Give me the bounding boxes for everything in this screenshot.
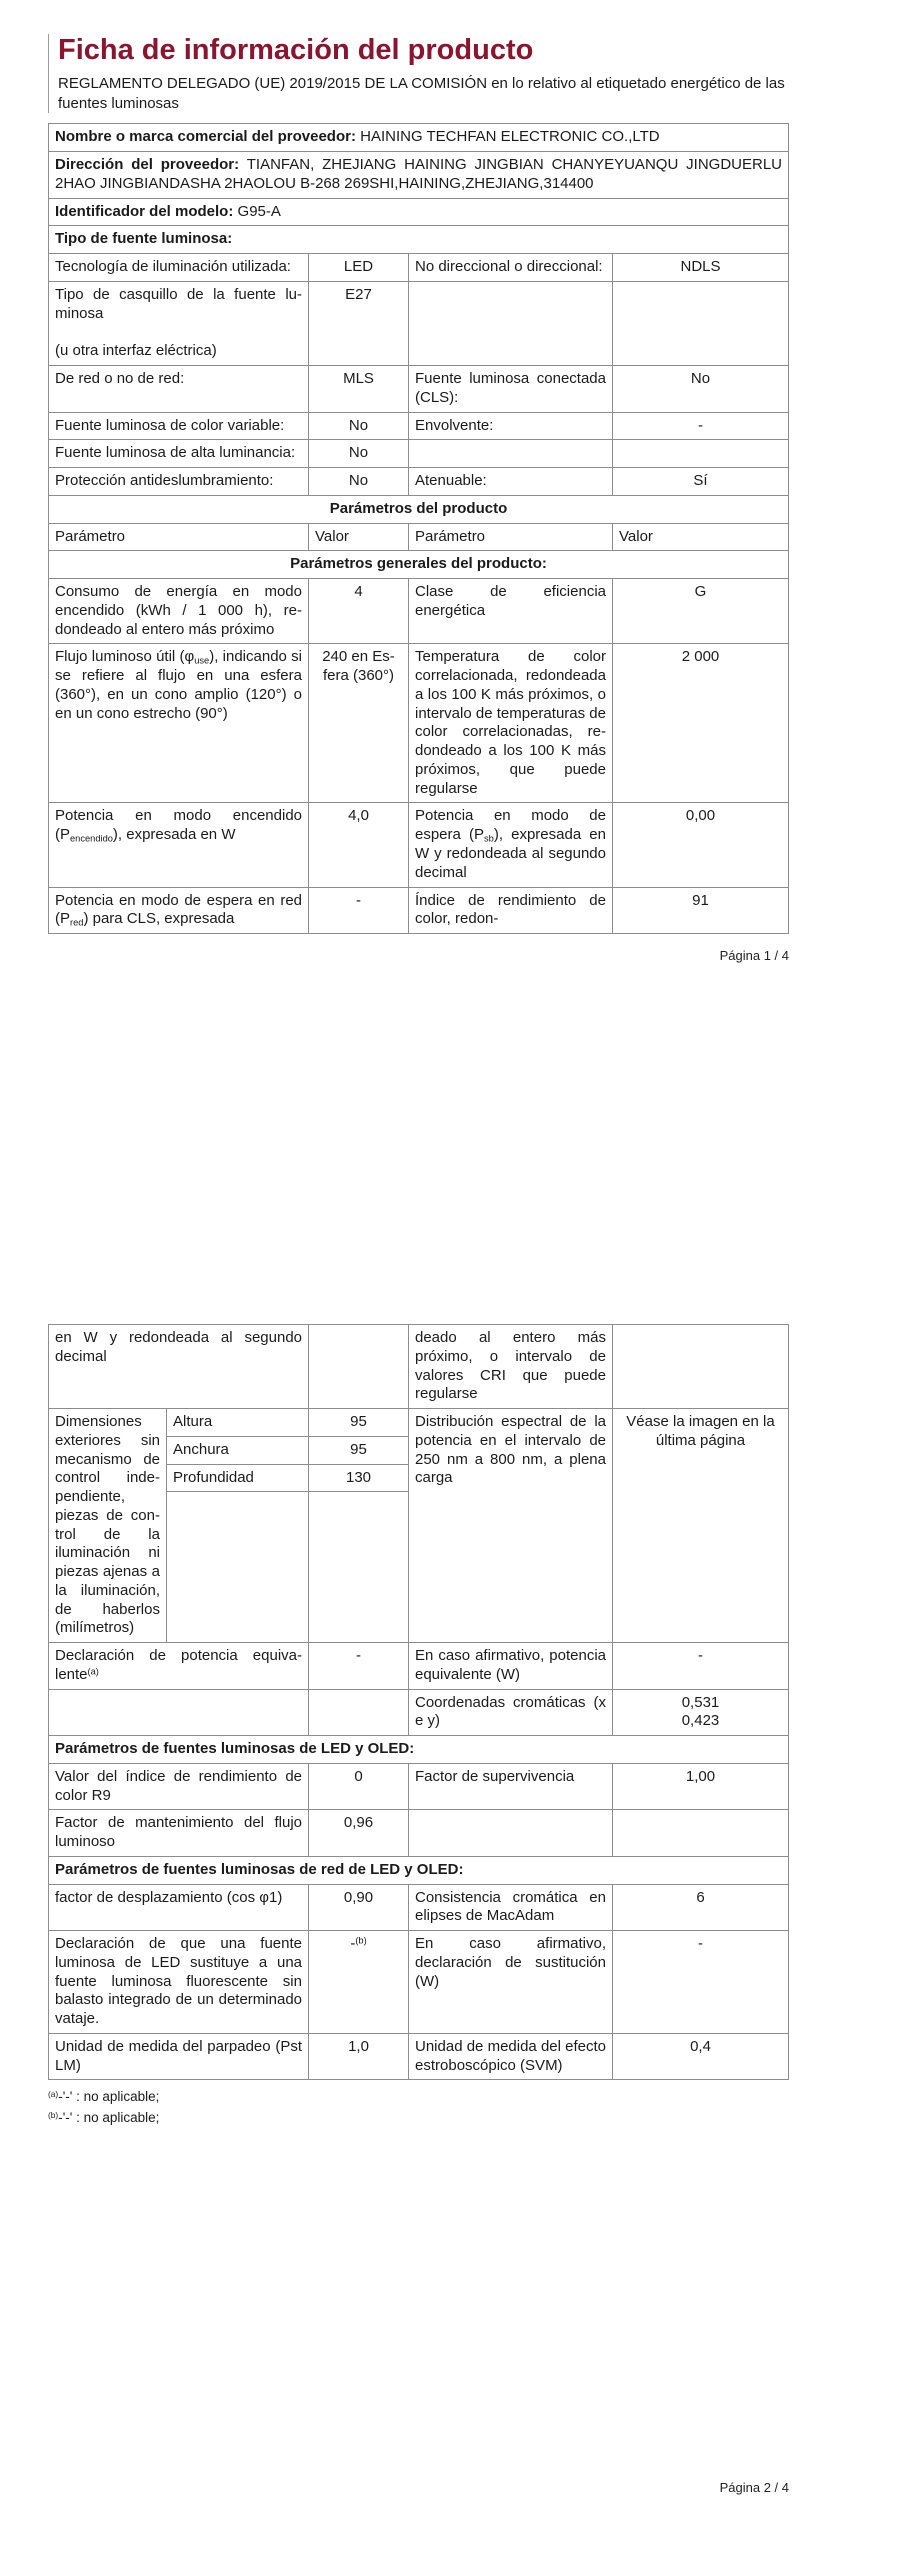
model-label: Identificador del modelo: — [55, 202, 234, 220]
cell-empty — [309, 1690, 409, 1737]
cell-value-right — [613, 1325, 789, 1409]
row-led-section — [49, 1736, 789, 1764]
cell-value-left: 4,0 — [309, 803, 409, 887]
chromaticity-x: 0,531 — [681, 1693, 720, 1711]
cell-param-right: Atenuable: — [409, 468, 613, 496]
product-info-table — [48, 123, 789, 934]
column-header: Valor — [613, 524, 789, 552]
column-header: Parámetro — [49, 524, 309, 552]
cell-param-left: Potencia en modo encendido $(P_{encendido})$, expresada en W — [49, 803, 309, 887]
product-section-header: Parámetros del producto — [49, 496, 789, 524]
cell-param-right: En caso afirmativo, potencia equivalente (W) — [409, 1643, 613, 1690]
cell-param-right: Coordenadas cromáticas (x e y) — [409, 1690, 613, 1737]
cell-value-left: E27 — [309, 282, 409, 366]
cell-value-right — [613, 440, 789, 468]
cell-value-left: MLS — [309, 366, 409, 413]
cell-value-left: - — [309, 1643, 409, 1690]
address-label: Dirección del proveedor: — [55, 156, 240, 174]
cell-provider — [49, 124, 789, 152]
column-header: Valor — [309, 524, 409, 552]
type-section-header: Tipo de fuente luminosa: — [49, 226, 789, 254]
cell-value-left: 0,96 — [309, 1810, 409, 1857]
cell-value-left: No — [309, 468, 409, 496]
cell-dim-width-label: Anchura — [167, 1437, 309, 1465]
row-r9 — [49, 1764, 789, 1811]
cell-value-right: 0,00 — [613, 803, 789, 887]
cell-param-right: Índice de rendimiento de color, redon- — [409, 888, 613, 935]
row-displacement-factor — [49, 1885, 789, 1932]
chromaticity-y: 0,423 — [681, 1712, 720, 1730]
cell-dim-depth-value: 130 — [309, 1465, 409, 1493]
footnotes — [48, 2087, 789, 2128]
cell-empty — [49, 1690, 309, 1737]
cell-param-left: Protección antideslumbramiento: — [49, 468, 309, 496]
row-type-section — [49, 226, 789, 254]
cell-dim-depth-label: Profundidad — [167, 1465, 309, 1493]
row-mains — [49, 366, 789, 413]
cell-param-right: Distribución espectral de la potencia en el intervalo de 250 nm a 800 nm, a plena carga — [409, 1409, 613, 1643]
cell-value-right: 91 — [613, 888, 789, 935]
cell-value-right: No — [613, 366, 789, 413]
cell-value-right: 6 — [613, 1885, 789, 1932]
cell-param-right — [409, 282, 613, 366]
cell-value-left: 1,0 — [309, 2034, 409, 2081]
cell-param-left: Tecnología de iluminación utilizada: — [49, 254, 309, 282]
cell-dim-height-label: Altura — [167, 1409, 309, 1437]
cell-dim-width-value: 95 — [309, 1437, 409, 1465]
column-header: Parámetro — [409, 524, 613, 552]
row-useful-flux — [49, 644, 789, 803]
row-on-mode-power — [49, 803, 789, 887]
cell-value-left: -$^{(b)}$ — [309, 1931, 409, 2034]
cell-value-right: - — [613, 413, 789, 441]
page-number: Página 1 / 4 — [719, 948, 789, 964]
row-general-section — [49, 551, 789, 579]
cell-param-right: Consistencia cromática en elipses de MacAdam — [409, 1885, 613, 1932]
cell-value-right: G — [613, 579, 789, 644]
row-provider — [49, 124, 789, 152]
cell-param-right: Potencia en modo de espera $(P_{sb})$, expresada en W y redondeada al segundo decimal — [409, 803, 613, 887]
row-standby-power — [49, 888, 789, 935]
cell-dim-height-value: 95 — [309, 1409, 409, 1437]
provider-value: HAINING TECHFAN ELECTRONIC CO.,LTD — [360, 128, 660, 146]
cell-value-left: No — [309, 413, 409, 441]
page-2-content — [0, 1280, 800, 2128]
cell-filler — [309, 1492, 409, 1643]
cell-param-left: Unidad de medida del parpadeo (Pst LM) — [49, 2034, 309, 2081]
model-value: G95-A — [237, 202, 281, 220]
cell-value-left: 240 en Esfera (360°) — [309, 644, 409, 803]
mains-section-header: Parámetros de fuentes luminosas de red de LED y OLED: — [49, 1857, 789, 1885]
cell-param-right: En caso afirmativo, declaración de sustitución (W) — [409, 1931, 613, 2034]
cell-param-left: Consumo de energía en modo encendido (kWh / 1 000 h), redondeado al entero más próximo — [49, 579, 309, 644]
cell-value-right: - — [613, 1643, 789, 1690]
cell-address — [49, 152, 789, 199]
cell-value-right: 0,4 — [613, 2034, 789, 2081]
cell-value-left: No — [309, 440, 409, 468]
page-1-content — [0, 0, 800, 963]
cell-param-right: Fuente luminosa conectada (CLS): — [409, 366, 613, 413]
row-lumen-maintenance — [49, 1810, 789, 1857]
cell-value-right: Véase la imagen en la última página — [613, 1409, 789, 1643]
cell-model — [49, 199, 789, 227]
cell-param-right: Envolvente: — [409, 413, 613, 441]
cell-param-left — [49, 282, 309, 366]
row-colour-tunable — [49, 413, 789, 441]
cell-value-left: LED — [309, 254, 409, 282]
cap-type-text: Tipo de casquillo de la fuente luminosa — [55, 285, 302, 322]
row-product-section — [49, 496, 789, 524]
row-continuation — [49, 1325, 789, 1409]
cap-type-note: (u otra interfaz eléctrica) — [55, 342, 217, 360]
cell-param-right — [409, 440, 613, 468]
cell-value-right: Sí — [613, 468, 789, 496]
cell-param-left: Flujo luminoso útil $(\varphi_{use})$, indicando si se refiere al flujo en una esfera (360°), en un cono amplio (120°) o en un cono estrecho (90°) — [49, 644, 309, 803]
row-high-luminance — [49, 440, 789, 468]
cell-param-left: De red o no de red: — [49, 366, 309, 413]
cell-value-right — [613, 1810, 789, 1857]
cell-value-right: - — [613, 1931, 789, 2034]
page-number: Página 2 / 4 — [719, 2480, 789, 2495]
cell-value-right — [613, 1690, 789, 1737]
address-value: TIANFAN, ZHEJIANG HAINING JINGBIAN CHANYEYUANQU JINGDUERLU 2HAO JINGBIANDASHA 2HAOLOU B-268 269SHI,HAINING,ZHEJIANG,314400 — [55, 156, 782, 192]
cell-param-left: Valor del índice de rendimiento de color R9 — [49, 1764, 309, 1811]
cell-filler — [167, 1492, 309, 1643]
cell-value-right: 1,00 — [613, 1764, 789, 1811]
cell-value-left: 0 — [309, 1764, 409, 1811]
row-mains-section — [49, 1857, 789, 1885]
row-anti-glare — [49, 468, 789, 496]
cell-value-left: 4 — [309, 579, 409, 644]
cell-param-right: deado al entero más próximo, o intervalo de valores CRI que puede regularse — [409, 1325, 613, 1409]
provider-label: Nombre o marca comercial del proveedor: — [55, 128, 356, 146]
page-2 — [0, 1280, 905, 2560]
cell-value-left — [309, 1325, 409, 1409]
product-info-table-continued — [48, 1324, 789, 2080]
cell-value-left: - — [309, 888, 409, 935]
doc-header — [48, 34, 789, 113]
row-model — [49, 199, 789, 227]
cell-param-left: Potencia en modo de espera en red $(P_{red})$ para CLS, expresada — [49, 888, 309, 935]
cell-param-right: No direccional o direccional: — [409, 254, 613, 282]
cell-param-right: Temperatura de color correlacionada, redondeada a los 100 K más próximos, o intervalo de temperaturas de color correlacionadas, redondeado a los 100 K más próximos, que puede regularse — [409, 644, 613, 803]
row-energy-consumption — [49, 579, 789, 644]
cell-value-left: 0,90 — [309, 1885, 409, 1932]
row-chromaticity — [49, 1690, 789, 1737]
cell-value-right: 2 000 — [613, 644, 789, 803]
footnote-b: $^{(b)}$-'-' : no aplicable; — [48, 2109, 160, 2125]
row-flicker — [49, 2034, 789, 2081]
document-title: Ficha de información del producto — [58, 34, 534, 66]
regulation-subtitle: REGLAMENTO DELEGADO (UE) 2019/2015 DE LA COMISIÓN en lo relativo al etiquetado energético de las fuentes luminosas — [58, 75, 785, 112]
cell-param-right: Unidad de medida del efecto estroboscópico (SVM) — [409, 2034, 613, 2081]
general-section-header: Parámetros generales del producto: — [49, 551, 789, 579]
row-technology — [49, 254, 789, 282]
row-replacement-claim — [49, 1931, 789, 2034]
cell-param-left: Declaración de potencia equivalente$^{(a)}$ — [49, 1643, 309, 1690]
cell-param-left: Declaración de que una fuente luminosa de LED sustituye a una fuente luminosa fluorescente sin balasto integrado de un determinado vataje. — [49, 1931, 309, 2034]
cell-param-right: Factor de supervivencia — [409, 1764, 613, 1811]
row-dimensions — [49, 1409, 789, 1643]
cell-param-left: Fuente luminosa de color variable: — [49, 413, 309, 441]
cell-dimensions-label: Dimensiones exteriores sin mecanismo de control independiente, piezas de control de la iluminación ni piezas ajenas a la iluminación, de haberlos (milímetros) — [49, 1409, 167, 1643]
row-column-headers — [49, 524, 789, 552]
cell-param-left: factor de desplazamiento (cos φ1) — [49, 1885, 309, 1932]
footnote-a: $^{(a)}$-'-' : no aplicable; — [48, 2089, 160, 2105]
cell-value-right — [613, 282, 789, 366]
cell-param-right: Clase de eficiencia energética — [409, 579, 613, 644]
row-cap-type — [49, 282, 789, 366]
row-address — [49, 152, 789, 199]
cell-value-right: NDLS — [613, 254, 789, 282]
cell-param-left: en W y redondeada al segundo decimal — [49, 1325, 309, 1409]
cell-param-right — [409, 1810, 613, 1857]
cell-param-left: Fuente luminosa de alta luminancia: — [49, 440, 309, 468]
led-section-header: Parámetros de fuentes luminosas de LED y OLED: — [49, 1736, 789, 1764]
cell-param-left: Factor de mantenimiento del flujo luminoso — [49, 1810, 309, 1857]
row-equivalent-power — [49, 1643, 789, 1690]
